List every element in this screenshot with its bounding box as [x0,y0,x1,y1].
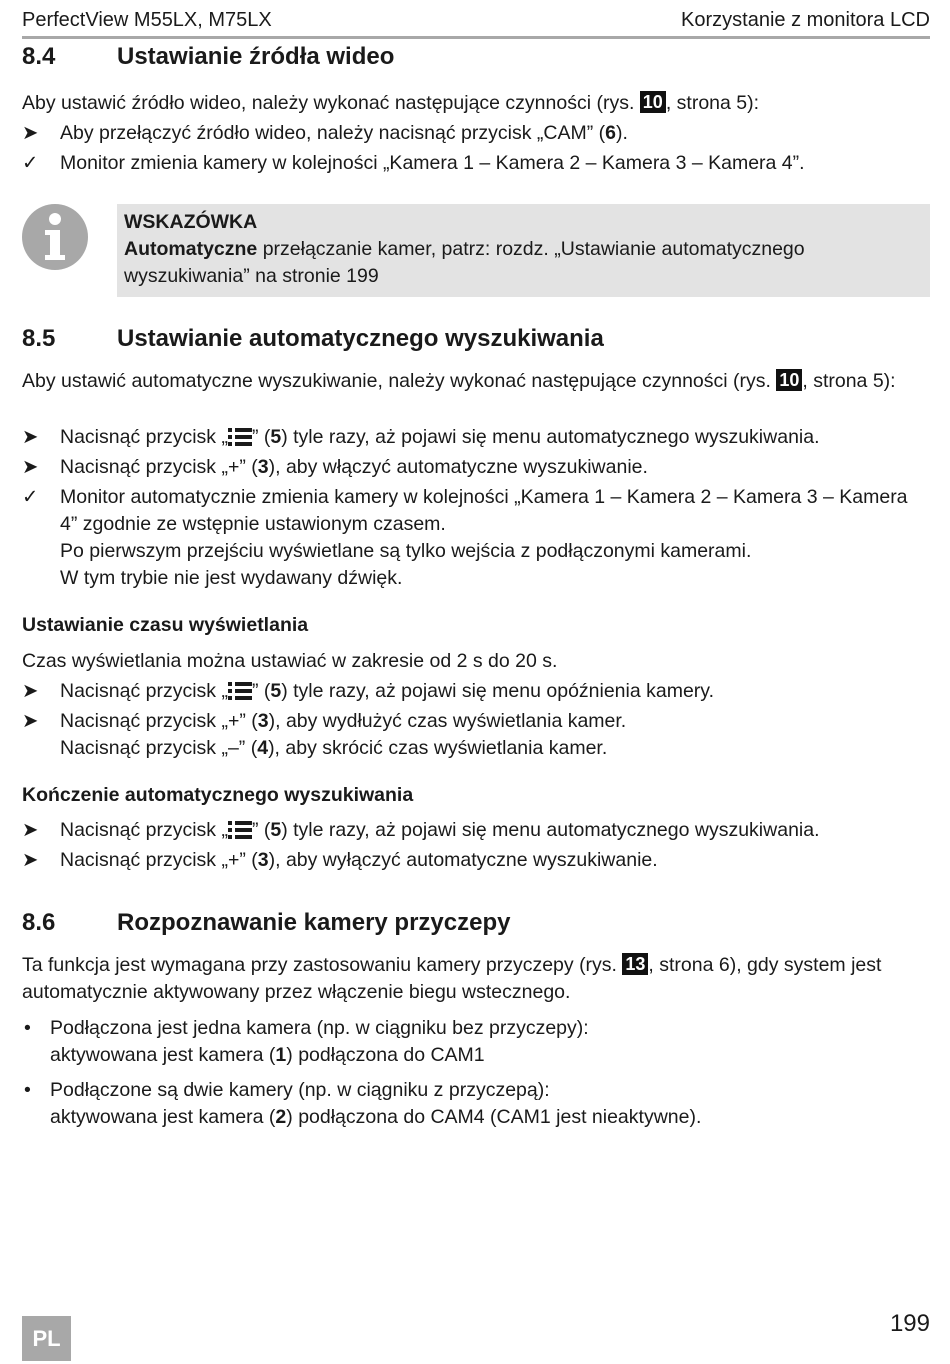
note-text: Automatyczne przełączanie kamer, patrz: rozdz. „Ustawianie automatycznego wyszukiwania” na stronie 199 [124,238,805,287]
note-box [117,204,930,297]
step-arrow-icon: ➤ [22,426,39,448]
header-product: PerfectView M55LX, M75LX [22,9,272,31]
paragraph-intro-8-4: Aby ustawić źródło wideo, należy wykonać następujące czynności (rys. 10 , strona 5): [22,92,760,114]
bullet-icon: • [24,1079,31,1101]
section-number: 8.6 [22,909,56,936]
bullet-icon: • [24,1017,31,1039]
note-title: WSKAZÓWKA [124,211,258,233]
header-chapter: Korzystanie z monitora LCD [681,9,930,31]
section-number: 8.5 [22,325,56,352]
language-badge: PL [22,1316,71,1361]
figure-ref: 10 [776,369,802,391]
manual-page: PerfectView M55LX, M75LX Korzystanie z monitora LCD 8.4 Ustawianie źródła wideo Aby ustawić źródło wideo, należy wykonać następujące czynności (rys. 10 , strona 5): ➤ Aby przełączyć źródło wideo, należy nacisnąć przycisk „CAM” (6). ✓ Monitor zmienia kamery w kolejności „Kamera 1 – Kamera 2 – Kamera 3 – Kamera 4”. WSKAZÓWKA Automatyczne przełączanie kamer, patrz: rozdz. „Ustawianie automatycznego wyszukiwania” na stronie 199 8.5 Ustawianie automatycznego wyszukiwania Aby ustawić automatyczne wyszukiwanie, należy wykonać następujące czynności (rys. 10 , strona 5): ➤ Nacisnąć przycisk „ ” (5) tyle razy, aż pojawi się menu automatycznego wyszukiwania. ➤ Nacisnąć przycisk „+” (3), aby włączyć automatyczne wyszukiwanie. ✓ Monitor automatycznie zmienia kamery w kolejności „Kamera 1 – Kamera 2 – Kamera 3 – Kamera 4” zgodnie ze wstępnie ustawionym czasem. Po pierwszym przejściu wyświetlane są tylko wejścia z podłączonymi kamerami. W tym trybie nie jest wydawany dźwięk. Ustawianie czasu wyświetlania Czas wyświetlania można ustawiać w zakresie od 2 s do 20 s. ➤ Nacisnąć przycisk „ ” (5) tyle razy, aż pojawi się menu opóźnienia kamery. ➤ Nacisnąć przycisk „+” (3), aby wydłużyć czas wyświetlania kamer. Nacisnąć przycisk „–” (4), aby skrócić czas wyświetlania kamer. Kończenie automatycznego wyszukiwania ➤ Nacisnąć przycisk „ ” (5) tyle razy, aż pojawi się menu automatycznego wyszukiwania. ➤ Nacisnąć przycisk „+” (3), aby wyłączyć automatyczne wyszukiwanie. 8.6 Rozpoznawanie kamery przyczepy Ta funkcja jest wymagana przy zastosowaniu kamery przyczepy (rys. 13 , strona 6), gdy system jest automatycznie aktywowany przez włączenie biegu wstecznego. • Podłączona jest jedna kamera (np. w ciągniku bez przyczepy): aktywowana jest kamera (1) podłączona do CAM1 • Podłączone są dwie kamery (np. w ciągniku z przyczepą): aktywowana jest kamera (2) podłączona do CAM4 (CAM1 jest nieaktywne). PL 199 [22,0,930,1364]
page-number: 199 [889,1310,930,1337]
checkmark-icon: ✓ [22,152,39,174]
step-arrow-icon: ➤ [22,680,39,702]
step-arrow-icon: ➤ [22,849,39,871]
figure-ref: 13 [622,953,648,975]
checkmark-icon: ✓ [22,486,39,508]
section-number: 8.4 [22,43,56,70]
section-title: Rozpoznawanie kamery przyczepy [117,909,511,936]
figure-ref: 10 [640,91,666,113]
menu-button-icon [228,682,252,700]
step-arrow-icon: ➤ [22,710,39,732]
subheading-end-scan: Kończenie automatycznego wyszukiwania [22,784,414,806]
info-icon [22,204,88,270]
paragraph-intro-8-6: Ta funkcja jest wymagana przy zastosowaniu kamery przyczepy (rys. 13 , strona 6), gdy system jest automatycznie aktywowany przez włączenie biegu wstecznego. [22,954,882,1003]
section-title: Ustawianie automatycznego wyszukiwania [117,325,604,352]
section-title: Ustawianie źródła wideo [117,43,395,70]
paragraph-intro-8-5: Aby ustawić automatyczne wyszukiwanie, należy wykonać następujące czynności (rys. 10 , strona 5): [22,370,896,392]
step-arrow-icon: ➤ [22,122,39,144]
menu-button-icon [228,821,252,839]
step-arrow-icon: ➤ [22,819,39,841]
subheading-display-time: Ustawianie czasu wyświetlania [22,614,309,636]
step-arrow-icon: ➤ [22,456,39,478]
paragraph-display-time: Czas wyświetlania można ustawiać w zakresie od 2 s do 20 s. [22,650,558,672]
menu-button-icon [228,428,252,446]
running-header [22,7,930,39]
